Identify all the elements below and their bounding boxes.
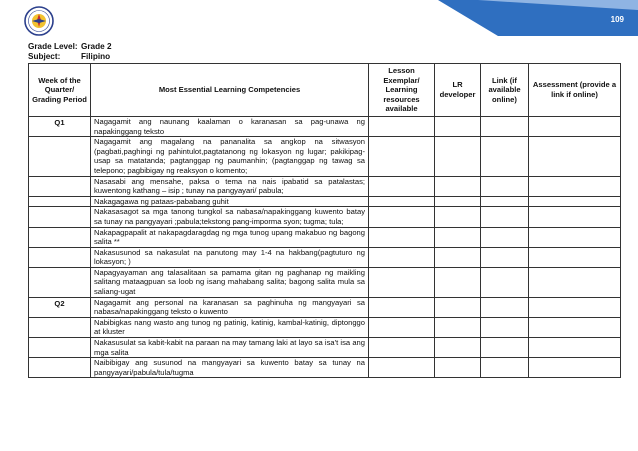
competency-cell: Nagagamit ang naunang kaalaman o karanasan sa pag-unawa ng napakinggang teksto xyxy=(91,116,369,136)
lesson-cell xyxy=(369,176,435,196)
developer-cell xyxy=(435,137,481,176)
lesson-cell xyxy=(369,227,435,247)
link-cell xyxy=(481,196,529,207)
developer-cell xyxy=(435,116,481,136)
column-header-assessment: Assessment (provide a link if online) xyxy=(529,64,621,117)
lesson-cell xyxy=(369,137,435,176)
table-row xyxy=(29,116,621,136)
assessment-cell xyxy=(529,207,621,227)
deped-seal-logo xyxy=(24,6,54,36)
header-corner-decoration xyxy=(438,0,638,36)
assessment-cell xyxy=(529,317,621,337)
lesson-cell xyxy=(369,338,435,358)
link-cell xyxy=(481,176,529,196)
lesson-cell xyxy=(369,267,435,297)
link-cell xyxy=(481,317,529,337)
document-meta xyxy=(28,42,112,62)
table-row xyxy=(29,358,621,378)
quarter-cell xyxy=(29,338,91,358)
quarter-cell xyxy=(29,317,91,337)
developer-cell xyxy=(435,176,481,196)
competency-cell: Napagyayaman ang talasalitaan sa pamama gitan ng paghanap ng maikling salitang mataagpuan sa loob ng isang mahabang salita; bagong salita mula sa saliang-ugat xyxy=(91,267,369,297)
quarter-cell xyxy=(29,176,91,196)
link-cell xyxy=(481,116,529,136)
developer-cell xyxy=(435,247,481,267)
quarter-cell xyxy=(29,247,91,267)
developer-cell xyxy=(435,317,481,337)
quarter-cell xyxy=(29,137,91,176)
competency-cell: Naibibigay ang susunod na mangyayari sa kuwento batay sa tunay na pangyayari/pabula/tula/tugma xyxy=(91,358,369,378)
developer-cell xyxy=(435,338,481,358)
competency-cell: Nagagamit ang personal na karanasan sa paghinuha ng mangyayari sa nabasa/napakinggang teksto o kuwento xyxy=(91,297,369,317)
subject-value: Filipino xyxy=(81,52,111,62)
assessment-cell xyxy=(529,267,621,297)
column-header-lesson-exemplar: Lesson Exemplar/ Learning resources available xyxy=(369,64,435,117)
column-header-link: Link (if available online) xyxy=(481,64,529,117)
table-header-row xyxy=(29,64,621,117)
quarter-cell xyxy=(29,267,91,297)
competency-cell: Nakasusunod sa nakasulat na panutong may 1-4 na hakbang(pagtuturo ng lokasyon; ) xyxy=(91,247,369,267)
developer-cell xyxy=(435,358,481,378)
link-cell xyxy=(481,137,529,176)
competency-cell: Nakasusulat sa kabit-kabit na paraan na may tamang laki at layo sa isa't isa ang mga salita xyxy=(91,338,369,358)
quarter-cell xyxy=(29,196,91,207)
competency-cell: Nakasasagot sa mga tanong tungkol sa nabasa/napakinggang kuwento batay sa tunay na pangyayari ;pabula;tekstong pang-imporma syon; tugma; tula; xyxy=(91,207,369,227)
grade-level-label: Grade Level: xyxy=(28,42,78,51)
link-cell xyxy=(481,297,529,317)
link-cell xyxy=(481,247,529,267)
table-row xyxy=(29,317,621,337)
column-header-competencies: Most Essential Learning Competencies xyxy=(91,64,369,117)
assessment-cell xyxy=(529,116,621,136)
competency-cell: Nagagamit ang magalang na pananalita sa angkop na sitwasyon (pagbati,paghingi ng pahintulot,pagtatanong ng lokasyon ng lugar; pakikipag-usap sa matatanda; pagtanggap ng paumanhin; (pagtanggap ng tawag sa telepono; pagbibigay ng reaksyon o komento; xyxy=(91,137,369,176)
lesson-cell xyxy=(369,358,435,378)
link-cell xyxy=(481,227,529,247)
link-cell xyxy=(481,267,529,297)
assessment-cell xyxy=(529,227,621,247)
developer-cell xyxy=(435,227,481,247)
competency-cell: Nakapagpapalit at nakapagdaragdag ng mga tunog upang makabuo ng bagong salita ** xyxy=(91,227,369,247)
competency-cell: Nakagagawa ng pataas-pababang guhit xyxy=(91,196,369,207)
competency-cell: Nasasabi ang mensahe, paksa o tema na nais ipabatid sa patalastas; kuwentong kathang – isip ; tunay na pangyayari/ pabula; xyxy=(91,176,369,196)
assessment-cell xyxy=(529,297,621,317)
quarter-cell xyxy=(29,207,91,227)
developer-cell xyxy=(435,267,481,297)
column-header-week: Week of the Quarter/ Grading Period xyxy=(29,64,91,117)
table-row xyxy=(29,137,621,176)
table-row xyxy=(29,176,621,196)
grade-level-value: Grade 2 xyxy=(81,42,112,51)
developer-cell xyxy=(435,196,481,207)
quarter-cell: Q2 xyxy=(29,297,91,317)
assessment-cell xyxy=(529,358,621,378)
table-row xyxy=(29,227,621,247)
quarter-cell: Q1 xyxy=(29,116,91,136)
lesson-cell xyxy=(369,247,435,267)
assessment-cell xyxy=(529,176,621,196)
link-cell xyxy=(481,358,529,378)
subject-label: Subject: xyxy=(28,52,61,62)
developer-cell xyxy=(435,207,481,227)
link-cell xyxy=(481,207,529,227)
assessment-cell xyxy=(529,338,621,358)
competency-cell: Nabibigkas nang wasto ang tunog ng patinig, katinig, kambal-katinig, diptonggo at kluster xyxy=(91,317,369,337)
assessment-cell xyxy=(529,247,621,267)
table-row xyxy=(29,207,621,227)
table-row xyxy=(29,196,621,207)
lesson-cell xyxy=(369,207,435,227)
table-row xyxy=(29,267,621,297)
link-cell xyxy=(481,338,529,358)
column-header-lr-developer: LR developer xyxy=(435,64,481,117)
lesson-cell xyxy=(369,317,435,337)
melc-table xyxy=(28,63,621,378)
table-row xyxy=(29,338,621,358)
lesson-cell xyxy=(369,196,435,207)
assessment-cell xyxy=(529,196,621,207)
table-row xyxy=(29,297,621,317)
table-row xyxy=(29,247,621,267)
lesson-cell xyxy=(369,297,435,317)
lesson-cell xyxy=(369,116,435,136)
quarter-cell xyxy=(29,358,91,378)
assessment-cell xyxy=(529,137,621,176)
page-number: 109 xyxy=(610,15,624,24)
quarter-cell xyxy=(29,227,91,247)
developer-cell xyxy=(435,297,481,317)
